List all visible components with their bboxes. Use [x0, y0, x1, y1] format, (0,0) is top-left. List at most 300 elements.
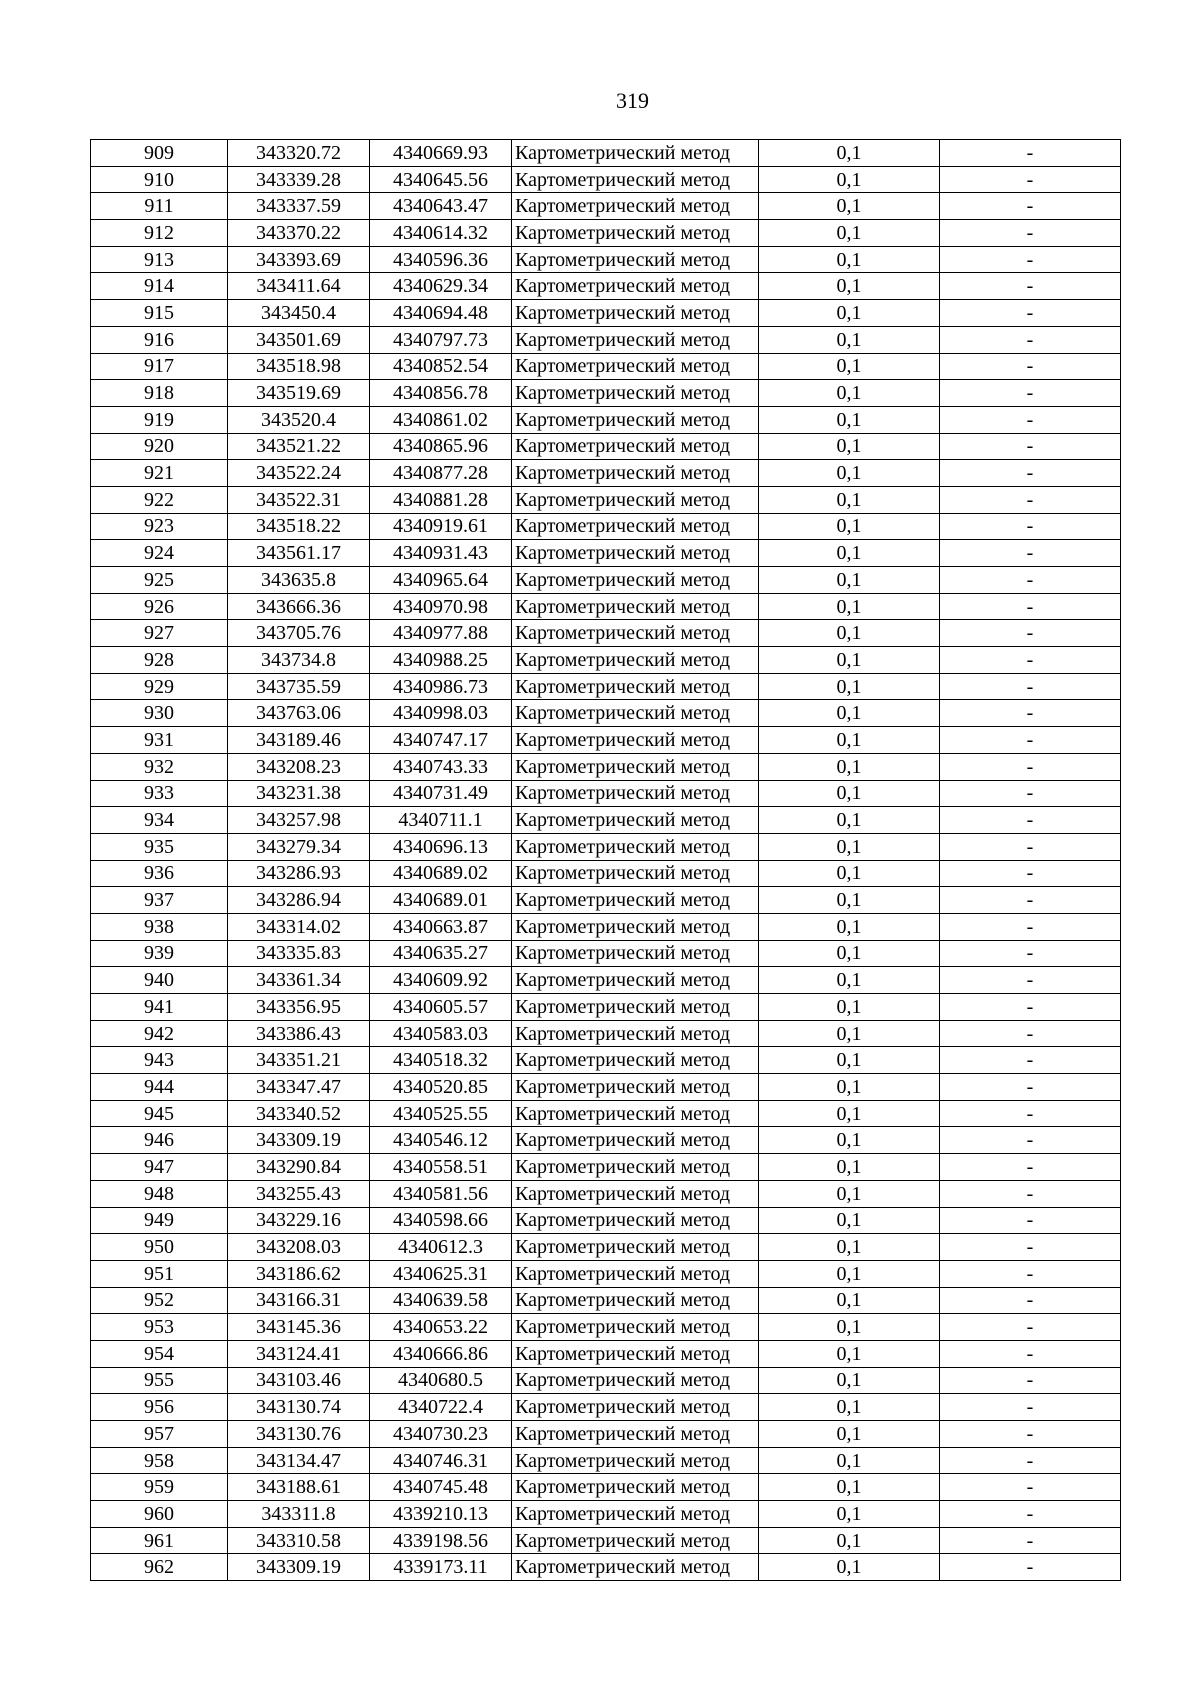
table-row	[91, 246, 1121, 273]
x-coordinate-cell: 343286.93	[228, 860, 370, 887]
point-number-cell: 953	[91, 1314, 228, 1341]
table-row	[91, 994, 1121, 1021]
x-coordinate-cell: 343186.62	[228, 1260, 370, 1287]
y-coordinate-cell: 4340986.73	[370, 673, 512, 700]
table-row	[91, 1234, 1121, 1261]
table-row	[91, 1020, 1121, 1047]
y-coordinate-cell: 4340625.31	[370, 1260, 512, 1287]
table-row	[91, 1180, 1121, 1207]
accuracy-cell: 0,1	[759, 620, 940, 647]
table-row	[91, 833, 1121, 860]
method-cell: Картометрический метод	[512, 673, 759, 700]
note-cell: -	[940, 1554, 1121, 1581]
method-cell: Картометрический метод	[512, 887, 759, 914]
accuracy-cell: 0,1	[759, 1447, 940, 1474]
x-coordinate-cell: 343339.28	[228, 166, 370, 193]
method-cell: Картометрический метод	[512, 406, 759, 433]
accuracy-cell: 0,1	[759, 1474, 940, 1501]
y-coordinate-cell: 4340629.34	[370, 273, 512, 300]
x-coordinate-cell: 343361.34	[228, 967, 370, 994]
note-cell: -	[940, 1234, 1121, 1261]
point-number-cell: 961	[91, 1527, 228, 1554]
x-coordinate-cell: 343134.47	[228, 1447, 370, 1474]
note-cell: -	[940, 460, 1121, 487]
x-coordinate-cell: 343518.22	[228, 513, 370, 540]
x-coordinate-cell: 343310.58	[228, 1527, 370, 1554]
accuracy-cell: 0,1	[759, 567, 940, 594]
y-coordinate-cell: 4340988.25	[370, 647, 512, 674]
y-coordinate-cell: 4340680.5	[370, 1367, 512, 1394]
point-number-cell: 922	[91, 486, 228, 513]
note-cell: -	[940, 940, 1121, 967]
accuracy-cell: 0,1	[759, 1127, 940, 1154]
y-coordinate-cell: 4339210.13	[370, 1501, 512, 1528]
table-row	[91, 1340, 1121, 1367]
point-number-cell: 919	[91, 406, 228, 433]
accuracy-cell: 0,1	[759, 940, 940, 967]
x-coordinate-cell: 343189.46	[228, 727, 370, 754]
table-row	[91, 1074, 1121, 1101]
table-row	[91, 1421, 1121, 1448]
y-coordinate-cell: 4340635.27	[370, 940, 512, 967]
accuracy-cell: 0,1	[759, 1074, 940, 1101]
method-cell: Картометрический метод	[512, 1447, 759, 1474]
method-cell: Картометрический метод	[512, 1127, 759, 1154]
point-number-cell: 945	[91, 1100, 228, 1127]
point-number-cell: 918	[91, 380, 228, 407]
method-cell: Картометрический метод	[512, 994, 759, 1021]
note-cell: -	[940, 326, 1121, 353]
x-coordinate-cell: 343255.43	[228, 1180, 370, 1207]
x-coordinate-cell: 343411.64	[228, 273, 370, 300]
method-cell: Картометрический метод	[512, 460, 759, 487]
table-row	[91, 940, 1121, 967]
table-row	[91, 353, 1121, 380]
point-number-cell: 917	[91, 353, 228, 380]
y-coordinate-cell: 4340711.1	[370, 807, 512, 834]
table-row	[91, 1474, 1121, 1501]
method-cell: Картометрический метод	[512, 540, 759, 567]
accuracy-cell: 0,1	[759, 166, 940, 193]
note-cell: -	[940, 166, 1121, 193]
table-row	[91, 1207, 1121, 1234]
table-body	[91, 140, 1121, 1581]
note-cell: -	[940, 1421, 1121, 1448]
method-cell: Картометрический метод	[512, 940, 759, 967]
x-coordinate-cell: 343335.83	[228, 940, 370, 967]
point-number-cell: 957	[91, 1421, 228, 1448]
x-coordinate-cell: 343393.69	[228, 246, 370, 273]
x-coordinate-cell: 343188.61	[228, 1474, 370, 1501]
note-cell: -	[940, 567, 1121, 594]
accuracy-cell: 0,1	[759, 140, 940, 167]
point-number-cell: 913	[91, 246, 228, 273]
table-row	[91, 1501, 1121, 1528]
note-cell: -	[940, 994, 1121, 1021]
note-cell: -	[940, 1180, 1121, 1207]
accuracy-cell: 0,1	[759, 540, 940, 567]
table-row	[91, 1367, 1121, 1394]
point-number-cell: 924	[91, 540, 228, 567]
point-number-cell: 946	[91, 1127, 228, 1154]
x-coordinate-cell: 343166.31	[228, 1287, 370, 1314]
point-number-cell: 933	[91, 780, 228, 807]
x-coordinate-cell: 343450.4	[228, 300, 370, 327]
note-cell: -	[940, 1154, 1121, 1181]
table-row	[91, 166, 1121, 193]
table-row	[91, 273, 1121, 300]
method-cell: Картометрический метод	[512, 593, 759, 620]
table-row	[91, 593, 1121, 620]
note-cell: -	[940, 1127, 1121, 1154]
point-number-cell: 937	[91, 887, 228, 914]
point-number-cell: 926	[91, 593, 228, 620]
point-number-cell: 944	[91, 1074, 228, 1101]
table-row	[91, 1287, 1121, 1314]
y-coordinate-cell: 4340998.03	[370, 700, 512, 727]
accuracy-cell: 0,1	[759, 887, 940, 914]
method-cell: Картометрический метод	[512, 807, 759, 834]
note-cell: -	[940, 913, 1121, 940]
x-coordinate-cell: 343130.76	[228, 1421, 370, 1448]
method-cell: Картометрический метод	[512, 913, 759, 940]
method-cell: Картометрический метод	[512, 647, 759, 674]
method-cell: Картометрический метод	[512, 1234, 759, 1261]
note-cell: -	[940, 486, 1121, 513]
note-cell: -	[940, 807, 1121, 834]
y-coordinate-cell: 4340614.32	[370, 220, 512, 247]
y-coordinate-cell: 4340643.47	[370, 193, 512, 220]
accuracy-cell: 0,1	[759, 727, 940, 754]
y-coordinate-cell: 4340598.66	[370, 1207, 512, 1234]
point-number-cell: 925	[91, 567, 228, 594]
table-row	[91, 433, 1121, 460]
method-cell: Картометрический метод	[512, 727, 759, 754]
point-number-cell: 941	[91, 994, 228, 1021]
point-number-cell: 923	[91, 513, 228, 540]
accuracy-cell: 0,1	[759, 1047, 940, 1074]
point-number-cell: 936	[91, 860, 228, 887]
note-cell: -	[940, 833, 1121, 860]
point-number-cell: 912	[91, 220, 228, 247]
y-coordinate-cell: 4340612.3	[370, 1234, 512, 1261]
note-cell: -	[940, 193, 1121, 220]
point-number-cell: 909	[91, 140, 228, 167]
x-coordinate-cell: 343520.4	[228, 406, 370, 433]
method-cell: Картометрический метод	[512, 1394, 759, 1421]
y-coordinate-cell: 4340596.36	[370, 246, 512, 273]
accuracy-cell: 0,1	[759, 860, 940, 887]
point-number-cell: 960	[91, 1501, 228, 1528]
y-coordinate-cell: 4340663.87	[370, 913, 512, 940]
note-cell: -	[940, 300, 1121, 327]
y-coordinate-cell: 4340518.32	[370, 1047, 512, 1074]
table-row	[91, 1127, 1121, 1154]
table-row	[91, 647, 1121, 674]
y-coordinate-cell: 4340609.92	[370, 967, 512, 994]
point-number-cell: 934	[91, 807, 228, 834]
note-cell: -	[940, 1100, 1121, 1127]
x-coordinate-cell: 343103.46	[228, 1367, 370, 1394]
y-coordinate-cell: 4340861.02	[370, 406, 512, 433]
note-cell: -	[940, 380, 1121, 407]
accuracy-cell: 0,1	[759, 433, 940, 460]
table-row	[91, 887, 1121, 914]
note-cell: -	[940, 1314, 1121, 1341]
method-cell: Картометрический метод	[512, 1340, 759, 1367]
note-cell: -	[940, 860, 1121, 887]
y-coordinate-cell: 4339198.56	[370, 1527, 512, 1554]
y-coordinate-cell: 4340605.57	[370, 994, 512, 1021]
note-cell: -	[940, 1074, 1121, 1101]
note-cell: -	[940, 1474, 1121, 1501]
accuracy-cell: 0,1	[759, 913, 940, 940]
method-cell: Картометрический метод	[512, 1421, 759, 1448]
point-number-cell: 952	[91, 1287, 228, 1314]
note-cell: -	[940, 1501, 1121, 1528]
note-cell: -	[940, 1047, 1121, 1074]
x-coordinate-cell: 343130.74	[228, 1394, 370, 1421]
method-cell: Картометрический метод	[512, 433, 759, 460]
method-cell: Картометрический метод	[512, 1527, 759, 1554]
note-cell: -	[940, 1527, 1121, 1554]
method-cell: Картометрический метод	[512, 193, 759, 220]
accuracy-cell: 0,1	[759, 780, 940, 807]
coordinates-table	[90, 139, 1121, 1581]
table-row	[91, 540, 1121, 567]
table-row	[91, 700, 1121, 727]
accuracy-cell: 0,1	[759, 273, 940, 300]
y-coordinate-cell: 4340525.55	[370, 1100, 512, 1127]
x-coordinate-cell: 343519.69	[228, 380, 370, 407]
method-cell: Картометрический метод	[512, 967, 759, 994]
note-cell: -	[940, 647, 1121, 674]
x-coordinate-cell: 343635.8	[228, 567, 370, 594]
y-coordinate-cell: 4340731.49	[370, 780, 512, 807]
accuracy-cell: 0,1	[759, 1367, 940, 1394]
x-coordinate-cell: 343370.22	[228, 220, 370, 247]
method-cell: Картометрический метод	[512, 1367, 759, 1394]
note-cell: -	[940, 620, 1121, 647]
method-cell: Картометрический метод	[512, 1207, 759, 1234]
table-row	[91, 673, 1121, 700]
x-coordinate-cell: 343257.98	[228, 807, 370, 834]
point-number-cell: 932	[91, 753, 228, 780]
accuracy-cell: 0,1	[759, 220, 940, 247]
method-cell: Картометрический метод	[512, 273, 759, 300]
y-coordinate-cell: 4340696.13	[370, 833, 512, 860]
y-coordinate-cell: 4340919.61	[370, 513, 512, 540]
method-cell: Картометрический метод	[512, 833, 759, 860]
point-number-cell: 942	[91, 1020, 228, 1047]
method-cell: Картометрический метод	[512, 1554, 759, 1581]
point-number-cell: 939	[91, 940, 228, 967]
point-number-cell: 911	[91, 193, 228, 220]
accuracy-cell: 0,1	[759, 673, 940, 700]
x-coordinate-cell: 343705.76	[228, 620, 370, 647]
accuracy-cell: 0,1	[759, 1207, 940, 1234]
point-number-cell: 949	[91, 1207, 228, 1234]
accuracy-cell: 0,1	[759, 246, 940, 273]
note-cell: -	[940, 1394, 1121, 1421]
accuracy-cell: 0,1	[759, 1180, 940, 1207]
x-coordinate-cell: 343279.34	[228, 833, 370, 860]
table-row	[91, 326, 1121, 353]
x-coordinate-cell: 343208.23	[228, 753, 370, 780]
note-cell: -	[940, 1020, 1121, 1047]
x-coordinate-cell: 343145.36	[228, 1314, 370, 1341]
x-coordinate-cell: 343501.69	[228, 326, 370, 353]
method-cell: Картометрический метод	[512, 1501, 759, 1528]
y-coordinate-cell: 4340653.22	[370, 1314, 512, 1341]
x-coordinate-cell: 343340.52	[228, 1100, 370, 1127]
x-coordinate-cell: 343337.59	[228, 193, 370, 220]
point-number-cell: 928	[91, 647, 228, 674]
note-cell: -	[940, 593, 1121, 620]
x-coordinate-cell: 343735.59	[228, 673, 370, 700]
y-coordinate-cell: 4340747.17	[370, 727, 512, 754]
note-cell: -	[940, 1340, 1121, 1367]
x-coordinate-cell: 343522.31	[228, 486, 370, 513]
point-number-cell: 921	[91, 460, 228, 487]
accuracy-cell: 0,1	[759, 647, 940, 674]
x-coordinate-cell: 343229.16	[228, 1207, 370, 1234]
x-coordinate-cell: 343290.84	[228, 1154, 370, 1181]
table-row	[91, 860, 1121, 887]
table-row	[91, 780, 1121, 807]
y-coordinate-cell: 4340746.31	[370, 1447, 512, 1474]
point-number-cell: 938	[91, 913, 228, 940]
method-cell: Картометрический метод	[512, 1180, 759, 1207]
y-coordinate-cell: 4340970.98	[370, 593, 512, 620]
method-cell: Картометрический метод	[512, 1020, 759, 1047]
y-coordinate-cell: 4340581.56	[370, 1180, 512, 1207]
x-coordinate-cell: 343231.38	[228, 780, 370, 807]
accuracy-cell: 0,1	[759, 1020, 940, 1047]
accuracy-cell: 0,1	[759, 1394, 940, 1421]
accuracy-cell: 0,1	[759, 1554, 940, 1581]
accuracy-cell: 0,1	[759, 833, 940, 860]
y-coordinate-cell: 4340865.96	[370, 433, 512, 460]
accuracy-cell: 0,1	[759, 353, 940, 380]
note-cell: -	[940, 220, 1121, 247]
x-coordinate-cell: 343314.02	[228, 913, 370, 940]
accuracy-cell: 0,1	[759, 994, 940, 1021]
point-number-cell: 914	[91, 273, 228, 300]
y-coordinate-cell: 4340722.4	[370, 1394, 512, 1421]
table-row	[91, 727, 1121, 754]
method-cell: Картометрический метод	[512, 753, 759, 780]
point-number-cell: 927	[91, 620, 228, 647]
accuracy-cell: 0,1	[759, 406, 940, 433]
note-cell: -	[940, 1287, 1121, 1314]
accuracy-cell: 0,1	[759, 1154, 940, 1181]
accuracy-cell: 0,1	[759, 1527, 940, 1554]
point-number-cell: 948	[91, 1180, 228, 1207]
point-number-cell: 947	[91, 1154, 228, 1181]
method-cell: Картометрический метод	[512, 166, 759, 193]
y-coordinate-cell: 4340881.28	[370, 486, 512, 513]
note-cell: -	[940, 1207, 1121, 1234]
method-cell: Картометрический метод	[512, 1074, 759, 1101]
method-cell: Картометрический метод	[512, 1047, 759, 1074]
point-number-cell: 930	[91, 700, 228, 727]
accuracy-cell: 0,1	[759, 1287, 940, 1314]
x-coordinate-cell: 343309.19	[228, 1554, 370, 1581]
method-cell: Картометрический метод	[512, 1260, 759, 1287]
accuracy-cell: 0,1	[759, 593, 940, 620]
accuracy-cell: 0,1	[759, 753, 940, 780]
method-cell: Картометрический метод	[512, 1154, 759, 1181]
note-cell: -	[940, 353, 1121, 380]
note-cell: -	[940, 887, 1121, 914]
y-coordinate-cell: 4340745.48	[370, 1474, 512, 1501]
y-coordinate-cell: 4340965.64	[370, 567, 512, 594]
x-coordinate-cell: 343320.72	[228, 140, 370, 167]
table-row	[91, 567, 1121, 594]
method-cell: Картометрический метод	[512, 486, 759, 513]
point-number-cell: 920	[91, 433, 228, 460]
table-row	[91, 193, 1121, 220]
y-coordinate-cell: 4339173.11	[370, 1554, 512, 1581]
x-coordinate-cell: 343286.94	[228, 887, 370, 914]
method-cell: Картометрический метод	[512, 620, 759, 647]
x-coordinate-cell: 343124.41	[228, 1340, 370, 1367]
method-cell: Картометрический метод	[512, 220, 759, 247]
x-coordinate-cell: 343522.24	[228, 460, 370, 487]
accuracy-cell: 0,1	[759, 486, 940, 513]
y-coordinate-cell: 4340856.78	[370, 380, 512, 407]
note-cell: -	[940, 433, 1121, 460]
note-cell: -	[940, 673, 1121, 700]
point-number-cell: 956	[91, 1394, 228, 1421]
x-coordinate-cell: 343561.17	[228, 540, 370, 567]
point-number-cell: 951	[91, 1260, 228, 1287]
table-row	[91, 140, 1121, 167]
y-coordinate-cell: 4340666.86	[370, 1340, 512, 1367]
point-number-cell: 943	[91, 1047, 228, 1074]
point-number-cell: 959	[91, 1474, 228, 1501]
y-coordinate-cell: 4340520.85	[370, 1074, 512, 1101]
accuracy-cell: 0,1	[759, 380, 940, 407]
accuracy-cell: 0,1	[759, 513, 940, 540]
table-row	[91, 220, 1121, 247]
note-cell: -	[940, 513, 1121, 540]
point-number-cell: 958	[91, 1447, 228, 1474]
point-number-cell: 940	[91, 967, 228, 994]
x-coordinate-cell: 343521.22	[228, 433, 370, 460]
note-cell: -	[940, 140, 1121, 167]
point-number-cell: 916	[91, 326, 228, 353]
point-number-cell: 929	[91, 673, 228, 700]
accuracy-cell: 0,1	[759, 1314, 940, 1341]
accuracy-cell: 0,1	[759, 193, 940, 220]
point-number-cell: 954	[91, 1340, 228, 1367]
table-row	[91, 1554, 1121, 1581]
table-row	[91, 1447, 1121, 1474]
accuracy-cell: 0,1	[759, 460, 940, 487]
method-cell: Картометрический метод	[512, 1287, 759, 1314]
method-cell: Картометрический метод	[512, 140, 759, 167]
y-coordinate-cell: 4340583.03	[370, 1020, 512, 1047]
method-cell: Картометрический метод	[512, 380, 759, 407]
table-row	[91, 406, 1121, 433]
point-number-cell: 931	[91, 727, 228, 754]
y-coordinate-cell: 4340931.43	[370, 540, 512, 567]
x-coordinate-cell: 343309.19	[228, 1127, 370, 1154]
method-cell: Картометрический метод	[512, 1100, 759, 1127]
table-row	[91, 1047, 1121, 1074]
